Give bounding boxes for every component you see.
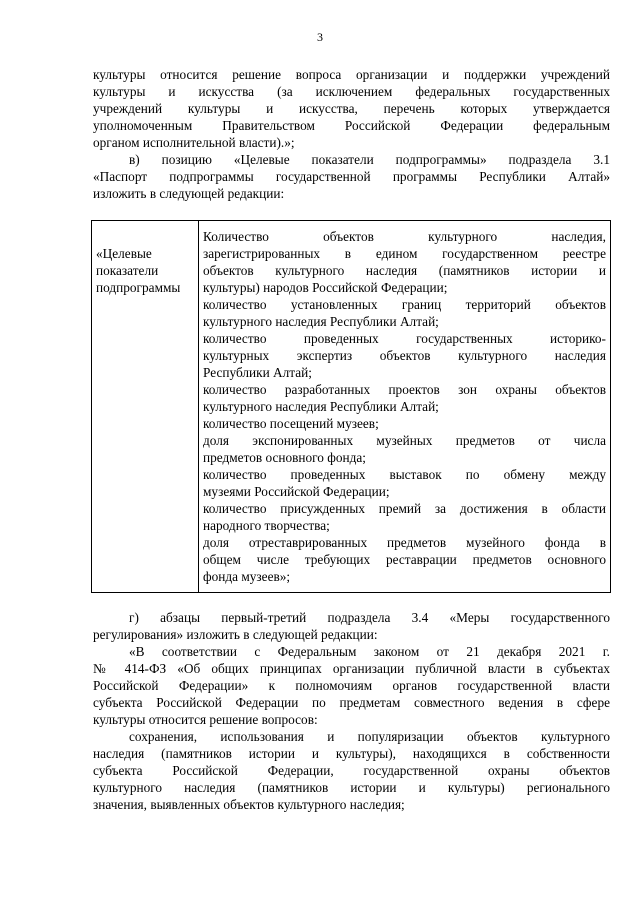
preserve-line: наследия (памятников истории и культуры), находящихся в собственности <box>93 746 610 761</box>
left-cell-line: «Целевые <box>96 246 152 261</box>
table-right-line: культурного наследия Республики Алтай; <box>203 314 439 329</box>
table-right-line: культурного наследия Республики Алтай; <box>203 399 439 414</box>
quote-line: «В соответствии с Федеральным законом от 21 декабря 2021 г. <box>129 644 610 659</box>
targets-table <box>91 220 611 593</box>
left-cell-line: подпрограммы <box>96 280 181 295</box>
table-right-line: количество посещений музеев; <box>203 416 379 431</box>
table-right-line: количество присужденных премий за достижения в области <box>203 501 606 516</box>
preserve-line: сохранения, использования и популяризации объектов культурного <box>129 729 610 744</box>
table-right-line: культурных экспертиз объектов культурного наследия <box>203 348 606 363</box>
table-right-line: культуры) народов Российской Федерации; <box>203 280 448 295</box>
table-right-line: количество проведенных выставок по обмену между <box>203 467 606 482</box>
intro-line: уполномоченным Правительством Российской Федерации федеральным <box>93 118 610 133</box>
intro-line: культуры относится решение вопроса организации и поддержки учреждений <box>93 67 610 82</box>
table-right-line: объектов культурного наследия (памятников истории и <box>203 263 606 278</box>
table-right-line: фонда музеев»; <box>203 569 291 584</box>
table-right-line: народного творчества; <box>203 518 330 533</box>
page-number: 3 <box>317 30 323 44</box>
intro-line: культуры и искусства (за исключением федеральных государственных <box>93 84 610 99</box>
table-right-line: количество установленных границ территорий объектов <box>203 297 606 312</box>
preserve-line: значения, выявленных объектов культурного наследия; <box>93 797 405 812</box>
item-v-line: изложить в следующей редакции: <box>93 186 285 201</box>
table-left-cell <box>96 245 196 296</box>
item-g-line: регулирования» изложить в следующей редакции: <box>93 627 378 642</box>
table-right-line: доля отреставрированных предметов музейного фонда в <box>203 535 606 550</box>
left-cell-line: показатели <box>96 263 159 278</box>
table-right-line: количество проведенных государственных историко- <box>203 331 606 346</box>
quote-line: культуры относится решение вопросов: <box>93 712 318 727</box>
intro-line: учреждений культуры и искусства, перечень которых утверждается <box>93 101 610 116</box>
table-right-line: общем числе требующих реставрации предметов основного <box>203 552 606 567</box>
quote-line: № 414-ФЗ «Об общих принципах организации публичной власти в субъектах <box>93 661 610 676</box>
preserve-line: культурного наследия (памятников истории и культуры) регионального <box>93 780 610 795</box>
preserve-line: субъекта Российской Федерации, государственной охраны объектов <box>93 763 610 778</box>
intro-line: органом исполнительной власти).»; <box>93 135 295 150</box>
table-right-line: Количество объектов культурного наследия, <box>203 229 606 244</box>
table-right-line: Республики Алтай; <box>203 365 312 380</box>
table-right-line: музеями Российской Федерации; <box>203 484 390 499</box>
item-v-line: «Паспорт подпрограммы государственной программы Республики Алтай» <box>93 169 610 184</box>
table-right-line: зарегистрированных в едином государственном реестре <box>203 246 606 261</box>
item-v-line: в) позицию «Целевые показатели подпрограммы» подраздела 3.1 <box>129 152 610 167</box>
quote-line: Российской Федерации» к полномочиям органов государственной власти <box>93 678 610 693</box>
quote-line: субъекта Российской Федерации по предметам совместного ведения в сфере <box>93 695 610 710</box>
item-g-line: г) абзацы первый-третий подраздела 3.4 «Меры государственного <box>129 610 610 625</box>
table-right-line: количество разработанных проектов зон охраны объектов <box>203 382 606 397</box>
table-right-line: предметов основного фонда; <box>203 450 366 465</box>
table-column-divider <box>198 221 199 592</box>
table-right-line: доля экспонированных музейных предметов от числа <box>203 433 606 448</box>
